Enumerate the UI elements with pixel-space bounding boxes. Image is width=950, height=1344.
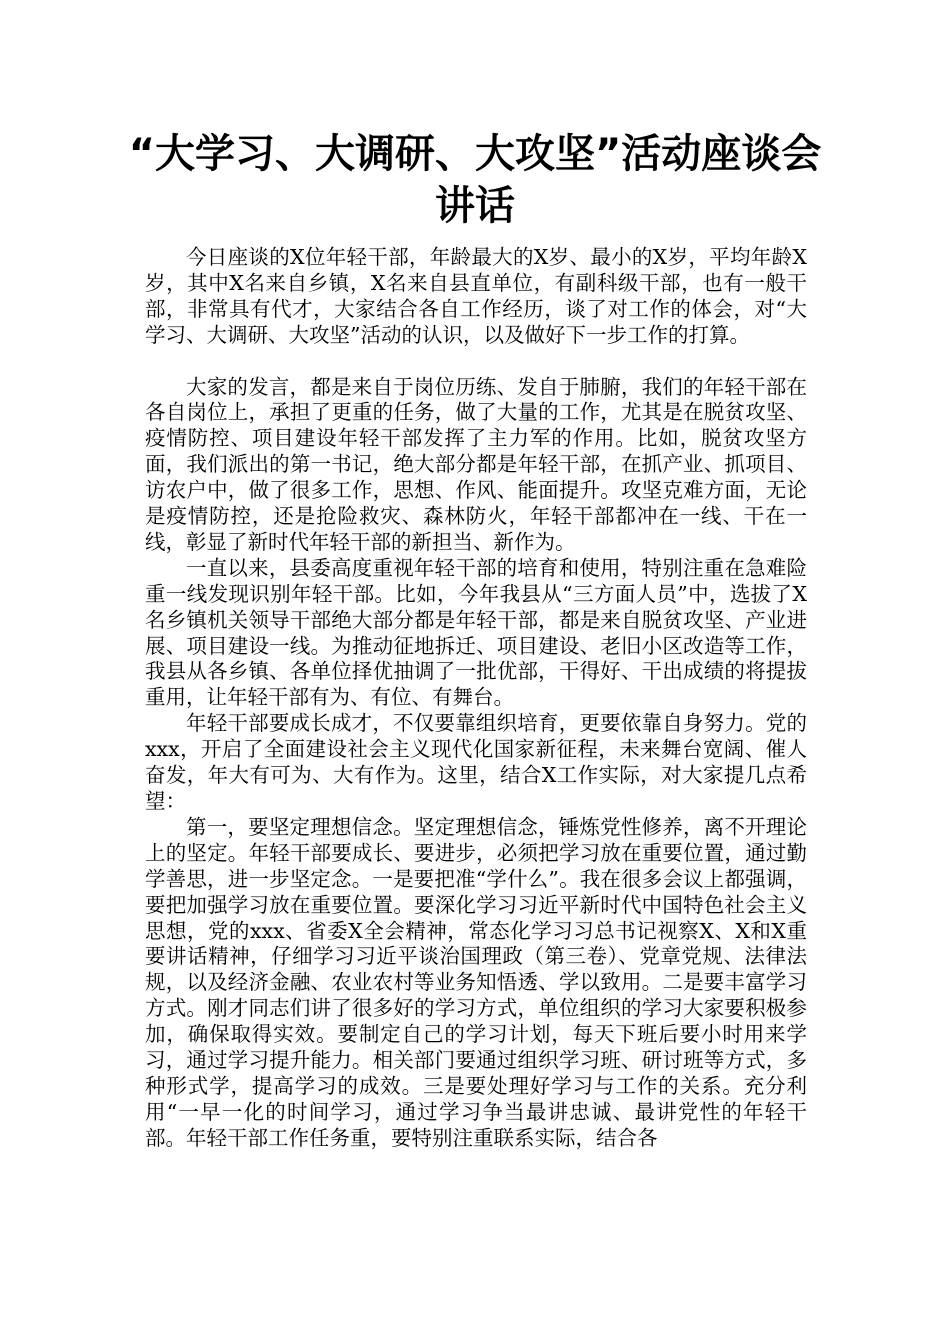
document-body <box>145 245 807 1152</box>
paragraph: 大家的发言，都是来自于岗位历练、发自于肺腑，我们的年轻干部在各自岗位上，承担了更重的任务，做了大量的工作，尤其是在脱贫攻坚、疫情防控、项目建设年轻干部发挥了主力军的作用。比如，脱贫攻坚方面，我们派出的第一书记，绝大部分都是年轻干部，在抓产业、抓项目、访农户中，做了很多工作，思想、作风、能面提升。攻坚克难方面，无论是疫情防控，还是抢险救灾、森林防火，年轻干部都冲在一线、干在一线，彰显了新时代年轻干部的新担当、新作为。 <box>145 374 807 554</box>
paragraph: 一直以来，县委高度重视年轻干部的培育和使用，特别注重在急难险重一线发现识别年轻干部。比如，今年我县从“三方面人员”中，选拔了X名乡镇机关领导干部绝大部分都是年轻干部，都是来自脱贫攻坚、产业进展、项目建设一线。为推动征地拆迁、项目建设、老旧小区改造等工作，我县从各乡镇、各单位择优抽调了一批优部，干得好、干出成绩的将提拔重用，让年轻干部有为、有位、有舞台。 <box>145 555 807 710</box>
document-title: “大学习、大调研、大攻坚”活动座谈会讲话 <box>128 131 822 229</box>
paragraph: 年轻干部要成长成才，不仅要靠组织培育，更要依靠自身努力。党的xxx，开启了全面建设社会主义现代化国家新征程，未来舞台宽阔、催人奋发，年大有可为、大有作为。这里，结合X工作实际，对大家提几点希望： <box>145 711 807 814</box>
paragraph: 今日座谈的X位年轻干部，年龄最大的X岁、最小的X岁，平均年龄X岁，其中X名来自乡镇，X名来自县直单位，有副科级干部，也有一般干部，非常具有代才，大家结合各自工作经历，谈了对工作的体会，对“大学习、大调研、大攻坚”活动的认识，以及做好下一步工作的打算。 <box>145 245 807 347</box>
paragraph: 第一，要坚定理想信念。坚定理想信念，锤炼党性修养，离不开理论上的坚定。年轻干部要成长、要进步，必须把学习放在重要位置，通过勤学善思，进一步坚定念。一是要把准“学什么”。我在很多会议上都强调，要把加强学习放在重要位置。要深化学习习近平新时代中国特色社会主义思想，党的xxx、省委X全会精神，常态化学习习总书记视察X、X和X重要讲话精神，仔细学习习近平谈治国理政（第三卷）、党章党规、法律法规，以及经济金融、农业农村等业务知悟透、学以致用。二是要丰富学习方式。刚才同志们讲了很多好的学习方式，单位组织的学习大家要积极参加，确保取得实效。要制定自己的学习计划，每天下班后要小时用来学习，通过学习提升能力。相关部门要通过组织学习班、研讨班等方式，多种形式学，提高学习的成效。三是要处理好学习与工作的关系。充分利用“一早一化的时间学习，通过学习争当最讲忠诚、最讲党性的年轻干部。年轻干部工作任务重，要特别注重联系实际，结合各 <box>145 814 807 1150</box>
